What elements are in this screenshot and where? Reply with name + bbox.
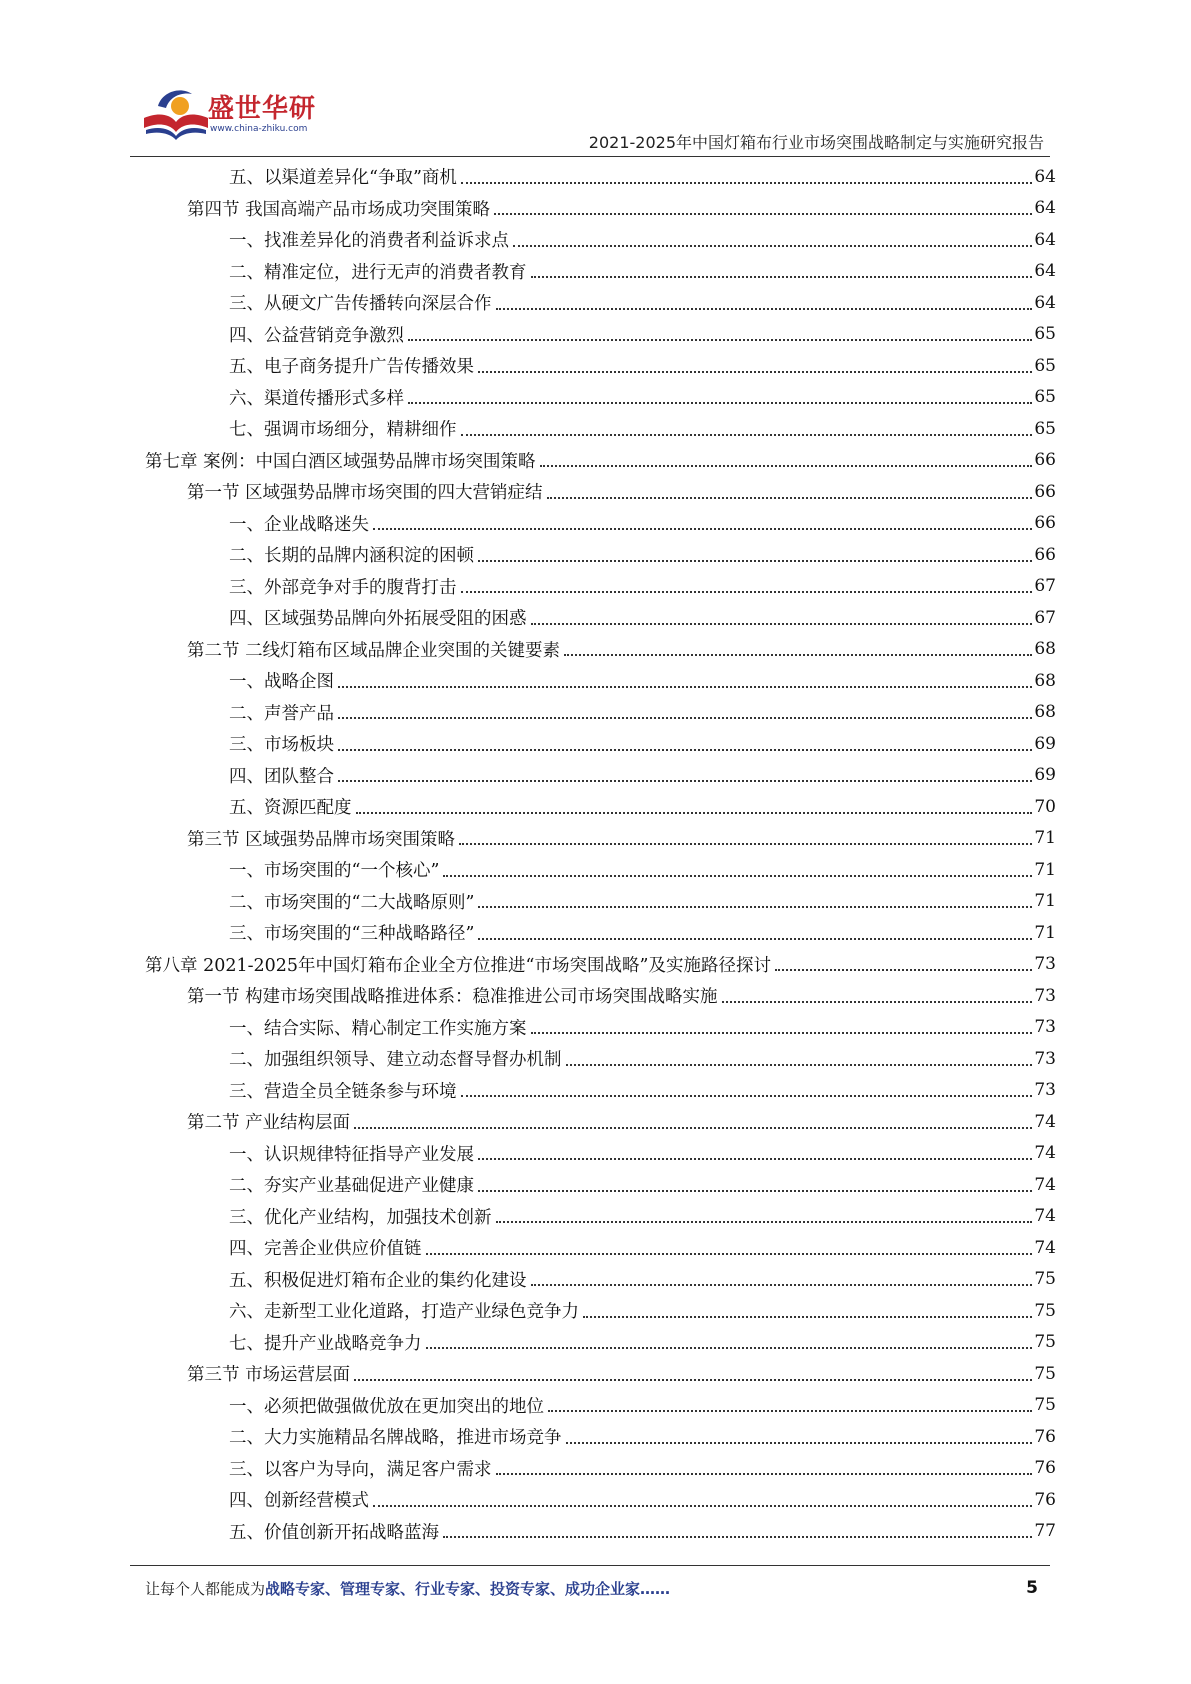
toc-dot-leader (461, 1095, 1033, 1097)
toc-entry-title: 二、长期的品牌内涵积淀的困顿 (229, 546, 474, 567)
toc-dot-leader (547, 497, 1033, 499)
toc-dot-leader (566, 1442, 1033, 1444)
toc-dot-leader (478, 560, 1032, 562)
toc-section-entry[interactable] (145, 823, 1056, 855)
toc-entry-title: 三、市场突围的“三种战略路径” (229, 924, 475, 945)
toc-entry-title: 第四节 我国高端产品市场成功突围策略 (187, 199, 491, 220)
toc-page-number: 71 (1034, 859, 1056, 880)
toc-dot-leader (459, 843, 1032, 845)
toc-page-number: 66 (1034, 513, 1056, 534)
toc-entry-title: 三、市场板块 (229, 735, 334, 756)
toc-subsection-entry[interactable] (145, 886, 1056, 918)
toc-dot-leader (513, 245, 1032, 247)
toc-subsection-entry[interactable] (145, 665, 1056, 697)
toc-page-number: 73 (1034, 985, 1056, 1006)
toc-dot-leader (722, 1001, 1033, 1003)
toc-dot-leader (443, 875, 1032, 877)
toc-subsection-entry[interactable] (145, 161, 1056, 193)
toc-subsection-entry[interactable] (145, 697, 1056, 729)
toc-page-number: 69 (1034, 733, 1056, 754)
toc-page-number: 75 (1034, 1300, 1056, 1321)
toc-page-number: 65 (1034, 324, 1056, 345)
toc-entry-title: 一、找准差异化的消费者利益诉求点 (229, 231, 509, 252)
toc-entry-title: 五、价值创新开拓战略蓝海 (229, 1522, 439, 1543)
toc-page-number: 76 (1034, 1489, 1056, 1510)
toc-entry-title: 一、认识规律特征指导产业发展 (229, 1144, 474, 1165)
toc-subsection-entry[interactable] (145, 1264, 1056, 1296)
toc-dot-leader (494, 213, 1032, 215)
toc-subsection-entry[interactable] (145, 760, 1056, 792)
toc-subsection-entry[interactable] (145, 1138, 1056, 1170)
toc-entry-title: 四、完善企业供应价值链 (229, 1239, 422, 1260)
toc-page-number: 75 (1034, 1395, 1056, 1416)
toc-page-number: 66 (1034, 544, 1056, 565)
toc-subsection-entry[interactable] (145, 319, 1056, 351)
toc-section-entry[interactable] (145, 634, 1056, 666)
toc-entry-title: 三、以客户为导向，满足客户需求 (229, 1459, 492, 1480)
toc-entry-title: 一、战略企图 (229, 672, 334, 693)
toc-entry-title: 七、提升产业战略竞争力 (229, 1333, 422, 1354)
toc-page-number: 73 (1034, 1080, 1056, 1101)
toc-dot-leader (775, 969, 1032, 971)
toc-page-number: 68 (1034, 639, 1056, 660)
toc-dot-leader (373, 528, 1032, 530)
toc-page-number: 64 (1034, 229, 1056, 250)
toc-subsection-entry[interactable] (145, 350, 1056, 382)
toc-subsection-entry[interactable] (145, 256, 1056, 288)
toc-dot-leader (531, 1032, 1033, 1034)
toc-subsection-entry[interactable] (145, 1201, 1056, 1233)
toc-page-number: 73 (1034, 954, 1056, 975)
toc-dot-leader (356, 812, 1033, 814)
toc-section-entry[interactable] (145, 1358, 1056, 1390)
toc-dot-leader (338, 686, 1032, 688)
toc-dot-leader (478, 371, 1032, 373)
toc-chapter-entry[interactable] (145, 949, 1056, 981)
toc-subsection-entry[interactable] (145, 728, 1056, 760)
toc-entry-title: 二、声誉产品 (229, 703, 334, 724)
toc-page-number: 68 (1034, 670, 1056, 691)
toc-section-entry[interactable] (145, 980, 1056, 1012)
toc-page-number: 74 (1034, 1174, 1056, 1195)
toc-dot-leader (548, 1410, 1032, 1412)
toc-entry-title: 三、从硬文广告传播转向深层合作 (229, 294, 492, 315)
toc-entry-title: 第一节 区域强势品牌市场突围的四大营销症结 (187, 483, 543, 504)
toc-subsection-entry[interactable] (145, 224, 1056, 256)
toc-subsection-entry[interactable] (145, 1421, 1056, 1453)
toc-subsection-entry[interactable] (145, 854, 1056, 886)
toc-subsection-entry[interactable] (145, 1012, 1056, 1044)
logo-book-icon (140, 84, 212, 144)
toc-subsection-entry[interactable] (145, 1232, 1056, 1264)
toc-page-number: 64 (1034, 198, 1056, 219)
toc-page-number: 71 (1034, 828, 1056, 849)
company-logo (140, 80, 330, 150)
toc-dot-leader (461, 591, 1033, 593)
toc-page-number: 71 (1034, 922, 1056, 943)
page-header (130, 80, 1050, 160)
footer-slogan-roles: 战略专家、管理专家、行业专家、投资专家、成功企业家…… (265, 1580, 671, 1598)
toc-subsection-entry[interactable] (145, 791, 1056, 823)
toc-page-number: 66 (1034, 450, 1056, 471)
toc-dot-leader (461, 182, 1032, 184)
toc-page-number: 65 (1034, 418, 1056, 439)
toc-entry-title: 五、以渠道差异化“争取”商机 (229, 168, 457, 189)
toc-dot-leader (338, 780, 1032, 782)
logo-name: 盛世华研 (208, 94, 317, 124)
toc-page-number: 66 (1034, 481, 1056, 502)
toc-dot-leader (496, 1221, 1033, 1223)
toc-entry-title: 第二节 产业结构层面 (187, 1113, 351, 1134)
toc-entry-title: 五、积极促进灯箱布企业的集约化建设 (229, 1270, 527, 1291)
toc-page-number: 73 (1034, 1017, 1056, 1038)
toc-entry-title: 第七章 案例：中国白酒区域强势品牌市场突围策略 (145, 451, 536, 472)
toc-entry-title: 一、企业战略迷失 (229, 514, 369, 535)
toc-page-number: 65 (1034, 387, 1056, 408)
toc-subsection-entry[interactable] (145, 602, 1056, 634)
footer-divider (130, 1565, 1050, 1566)
toc-page-number: 75 (1034, 1269, 1056, 1290)
toc-page-number: 71 (1034, 891, 1056, 912)
toc-entry-title: 五、资源匹配度 (229, 798, 352, 819)
toc-subsection-entry[interactable] (145, 287, 1056, 319)
toc-dot-leader (478, 1158, 1032, 1160)
toc-dot-leader (461, 434, 1033, 436)
toc-subsection-entry[interactable] (145, 539, 1056, 571)
toc-page-number: 76 (1034, 1458, 1056, 1479)
toc-subsection-entry[interactable] (145, 1390, 1056, 1422)
toc-dot-leader (566, 1064, 1033, 1066)
footer-slogan-lead: 让每个人都能成为 (145, 1580, 266, 1598)
toc-subsection-entry[interactable] (145, 1043, 1056, 1075)
toc-entry-title: 二、大力实施精品名牌战略，推进市场竞争 (229, 1428, 562, 1449)
toc-page-number: 74 (1034, 1206, 1056, 1227)
toc-dot-leader (443, 1536, 1032, 1538)
toc-page-number: 70 (1034, 796, 1056, 817)
page-number: 5 (1026, 1578, 1038, 1598)
toc-dot-leader (478, 1190, 1032, 1192)
logo-url: www.china-zhiku.com (210, 124, 308, 134)
toc-page-number: 75 (1034, 1363, 1056, 1384)
toc-entry-title: 第二节 二线灯箱布区域品牌企业突围的关键要素 (187, 640, 561, 661)
toc-section-entry[interactable] (145, 193, 1056, 225)
toc-dot-leader (531, 1284, 1033, 1286)
toc-page-number: 74 (1034, 1111, 1056, 1132)
toc-subsection-entry[interactable] (145, 1169, 1056, 1201)
toc-section-entry[interactable] (145, 1106, 1056, 1138)
toc-page-number: 67 (1034, 576, 1056, 597)
toc-page-number: 74 (1034, 1237, 1056, 1258)
toc-entry-title: 五、电子商务提升广告传播效果 (229, 357, 474, 378)
toc-dot-leader (531, 623, 1033, 625)
toc-subsection-entry[interactable] (145, 1516, 1056, 1548)
toc-subsection-entry[interactable] (145, 571, 1056, 603)
toc-page-number: 67 (1034, 607, 1056, 628)
toc-dot-leader (478, 938, 1032, 940)
toc-page-number: 73 (1034, 1048, 1056, 1069)
toc-entry-title: 二、市场突围的“二大战略原则” (229, 892, 475, 913)
toc-page-number: 69 (1034, 765, 1056, 786)
toc-subsection-entry[interactable] (145, 413, 1056, 445)
toc-dot-leader (354, 1127, 1032, 1129)
document-title: 2021-2025年中国灯箱布行业市场突围战略制定与实施研究报告 (588, 133, 1044, 152)
toc-page-number: 65 (1034, 355, 1056, 376)
toc-subsection-entry[interactable] (145, 1327, 1056, 1359)
toc-entry-title: 四、区域强势品牌向外拓展受阻的困惑 (229, 609, 527, 630)
toc-dot-leader (531, 276, 1033, 278)
toc-dot-leader (338, 749, 1032, 751)
toc-dot-leader (496, 1473, 1033, 1475)
toc-entry-title: 一、必须把做强做优放在更加突出的地位 (229, 1396, 544, 1417)
toc-page-number: 68 (1034, 702, 1056, 723)
header-divider (130, 156, 1050, 157)
toc-subsection-entry[interactable] (145, 917, 1056, 949)
toc-dot-leader (564, 654, 1032, 656)
toc-entry-title: 二、精准定位，进行无声的消费者教育 (229, 262, 527, 283)
toc-dot-leader (496, 308, 1033, 310)
toc-entry-title: 六、渠道传播形式多样 (229, 388, 404, 409)
toc-entry-title: 六、走新型工业化道路，打造产业绿色竞争力 (229, 1302, 579, 1323)
toc-entry-title: 第三节 市场运营层面 (187, 1365, 351, 1386)
toc-chapter-entry[interactable] (145, 445, 1056, 477)
toc-subsection-entry[interactable] (145, 1075, 1056, 1107)
toc-entry-title: 二、夯实产业基础促进产业健康 (229, 1176, 474, 1197)
toc-page-number: 64 (1034, 292, 1056, 313)
toc-page-number: 74 (1034, 1143, 1056, 1164)
toc-dot-leader (478, 906, 1032, 908)
toc-dot-leader (373, 1505, 1032, 1507)
toc-entry-title: 第一节 构建市场突围战略推进体系：稳准推进公司市场突围战略实施 (187, 987, 718, 1008)
toc-dot-leader (426, 1253, 1033, 1255)
toc-page-number: 75 (1034, 1332, 1056, 1353)
toc-dot-leader (354, 1379, 1032, 1381)
toc-entry-title: 三、外部竞争对手的腹背打击 (229, 577, 457, 598)
table-of-contents (145, 161, 1056, 1547)
toc-entry-title: 一、结合实际、精心制定工作实施方案 (229, 1018, 527, 1039)
toc-entry-title: 一、市场突围的“一个核心” (229, 861, 440, 882)
toc-entry-title: 二、加强组织领导、建立动态督导督办机制 (229, 1050, 562, 1071)
toc-section-entry[interactable] (145, 476, 1056, 508)
toc-dot-leader (408, 402, 1032, 404)
toc-page-number: 76 (1034, 1426, 1056, 1447)
toc-entry-title: 四、创新经营模式 (229, 1491, 369, 1512)
page-footer (145, 1578, 1050, 1602)
toc-entry-title: 第三节 区域强势品牌市场突围策略 (187, 829, 456, 850)
toc-subsection-entry[interactable] (145, 382, 1056, 414)
toc-entry-title: 四、团队整合 (229, 766, 334, 787)
toc-dot-leader (540, 465, 1033, 467)
toc-page-number: 64 (1034, 166, 1056, 187)
toc-entry-title: 第八章 2021-2025年中国灯箱布企业全方位推进“市场突围战略”及实施路径探讨 (145, 955, 771, 976)
toc-dot-leader (583, 1316, 1032, 1318)
toc-subsection-entry[interactable] (145, 1484, 1056, 1516)
toc-subsection-entry[interactable] (145, 508, 1056, 540)
toc-entry-title: 四、公益营销竞争激烈 (229, 325, 404, 346)
toc-dot-leader (408, 339, 1032, 341)
toc-dot-leader (426, 1347, 1033, 1349)
toc-subsection-entry[interactable] (145, 1295, 1056, 1327)
toc-page-number: 64 (1034, 261, 1056, 282)
toc-entry-title: 三、优化产业结构，加强技术创新 (229, 1207, 492, 1228)
toc-entry-title: 七、强调市场细分，精耕细作 (229, 420, 457, 441)
toc-page-number: 77 (1034, 1521, 1056, 1542)
toc-dot-leader (338, 717, 1032, 719)
toc-entry-title: 三、营造全员全链条参与环境 (229, 1081, 457, 1102)
toc-subsection-entry[interactable] (145, 1453, 1056, 1485)
